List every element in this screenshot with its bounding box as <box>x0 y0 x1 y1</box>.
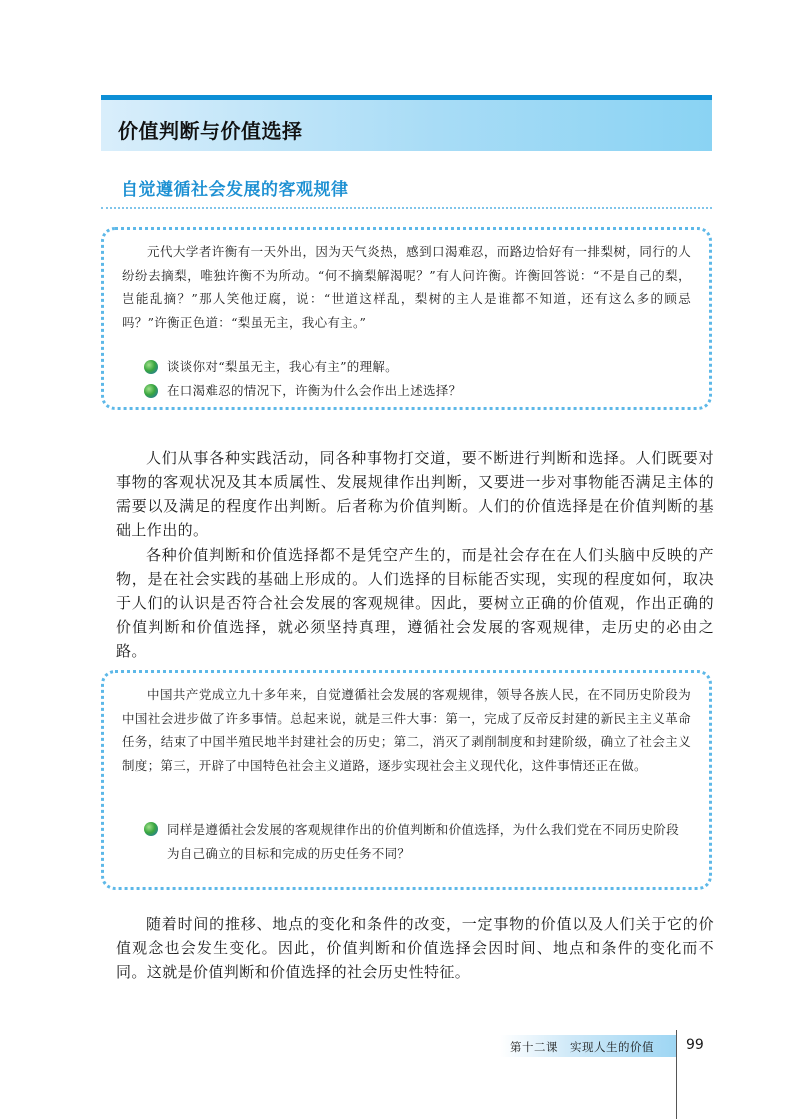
section-banner <box>101 95 712 151</box>
section-title: 价值判断与价值选择 <box>118 119 303 143</box>
case-story-1: 元代大学者许衡有一天外出，因为天气炎热，感到口渴难忍，而路边恰好有一排梨树，同行的人纷纷去摘梨，唯独许衡不为所动。“何不摘梨解渴呢？”有人问许衡。许衡回答说：“不是自己的梨，岂能乱摘？”那人笑他迂腐，说：“世道这样乱，梨树的主人是谁都不知道，还有这么多的顾忌吗？”许衡正色道：“梨虽无主，我心有主。” <box>122 244 691 330</box>
footer-lesson-label: 第十二课 实现人生的价值 <box>510 1040 654 1054</box>
dotted-divider <box>101 207 712 209</box>
page-number: 99 <box>686 1037 704 1053</box>
question-item-1 <box>144 356 689 378</box>
question-text: 同样是遵循社会发展的客观规律作出的价值判断和价值选择，为什么我们党在不同历史阶段为自己确立的目标和完成的历史任务不同？ <box>167 822 680 861</box>
body-paragraph-2: 各种价值判断和价值选择都不是凭空产生的，而是社会存在在人们头脑中反映的产物，是在社会实践的基础上形成的。人们选择的目标能否实现，实现的程度如何，取决于人们的认识是否符合社会发展的客观规律。因此，要树立正确的价值观，作出正确的价值判断和价值选择，就必须坚持真理，遵循社会发展的客观规律，走历史的必由之路。 <box>116 546 714 660</box>
bullet-icon <box>144 360 158 374</box>
case-box-2 <box>101 670 712 890</box>
subheading: 自觉遵循社会发展的客观规律 <box>121 180 349 200</box>
question-text: 谈谈你对“梨虽无主，我心有主”的理解。 <box>167 359 398 374</box>
case-story-2: 中国共产党成立九十多年来，自觉遵循社会发展的客观规律，领导各族人民，在不同历史阶段为中国社会进步做了许多事情。总起来说，就是三件大事：第一，完成了反帝反封建的新民主主义革命任务，结束了中国半殖民地半封建社会的历史；第二，消灭了剥削制度和封建阶级，确立了社会主义制度；第三，开辟了中国特色社会主义道路，逐步实现社会主义现代化，这件事情还正在做。 <box>122 687 691 773</box>
footer-divider <box>676 1030 677 1119</box>
body-paragraph-1: 人们从事各种实践活动，同各种事物打交道，要不断进行判断和选择。人们既要对事物的客观状况及其本质属性、发展规律作出判断，又要进一步对事物能否满足主体的需要以及满足的程度作出判断。后者称为价值判断。人们的价值选择是在价值判断的基础上作出的。 <box>116 449 714 539</box>
question-item-2 <box>144 380 689 402</box>
question-text: 在口渴难忍的情况下，许衡为什么会作出上述选择？ <box>167 383 462 398</box>
question-item-3 <box>144 818 691 866</box>
body-paragraph-3: 随着时间的推移、地点的变化和条件的改变，一定事物的价值以及人们关于它的价值观念也会发生变化。因此，价值判断和价值选择会因时间、地点和条件的变化而不同。这就是价值判断和价值选择的社会历史性特征。 <box>116 915 714 981</box>
bullet-icon <box>144 384 158 398</box>
bullet-icon <box>144 822 158 836</box>
case-box-1 <box>101 227 712 410</box>
